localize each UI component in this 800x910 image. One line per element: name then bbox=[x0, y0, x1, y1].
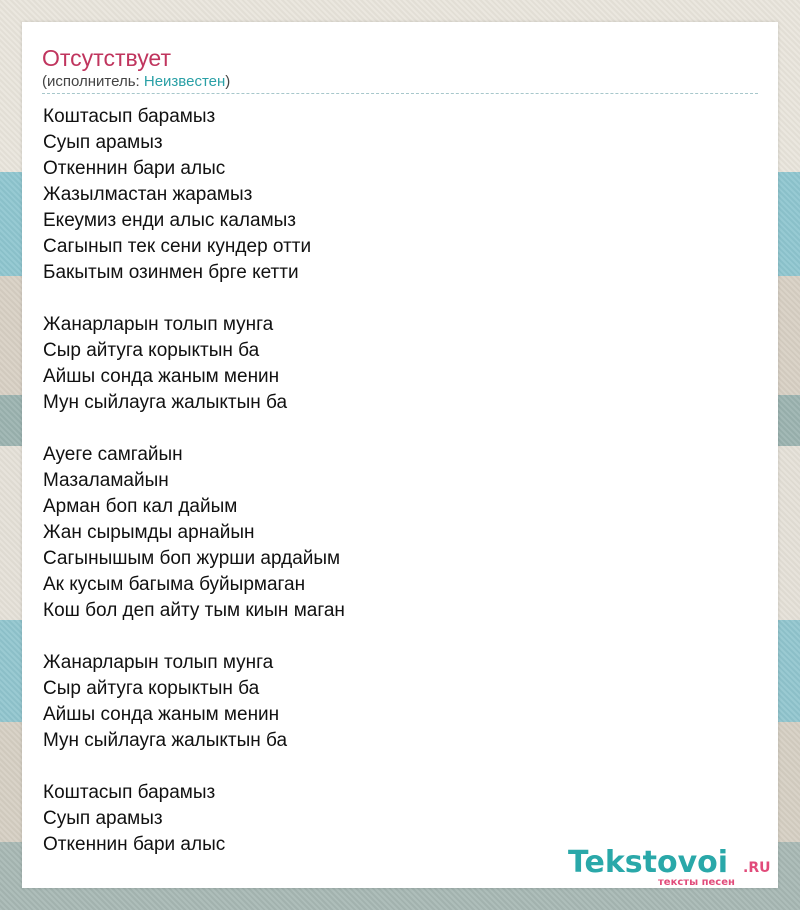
stanza-gap bbox=[43, 286, 345, 312]
logo-name: Tekstovoi bbox=[568, 845, 729, 880]
lyric-line: Коштасып барамыз bbox=[43, 106, 216, 127]
lyric-line: Сагынып тек сени кундер отти bbox=[43, 236, 312, 257]
lyric-line: Откеннин бари алыс bbox=[43, 834, 226, 855]
lyric-line: Мун сыйлауга жалыктын ба bbox=[43, 730, 288, 751]
artist-link[interactable]: Неизвестен bbox=[143, 73, 226, 90]
lyric-line: Жазылмастан жарамыз bbox=[43, 184, 253, 205]
lyric-line: Жанарларын толып мунга bbox=[43, 314, 274, 335]
stanza-gap bbox=[43, 624, 345, 650]
lyric-line: Екеумиз енди алыс каламыз bbox=[43, 210, 297, 231]
meta-prefix: (исполнитель: bbox=[42, 73, 144, 90]
lyric-line: Ауеге самгайын bbox=[43, 444, 183, 465]
meta-suffix: ) bbox=[225, 73, 231, 90]
lyric-line: Мазаламайын bbox=[43, 470, 169, 491]
lyric-line: Сыр айтуга корыктын ба bbox=[43, 678, 260, 699]
lyric-line: Ак кусым багыма буйырмаган bbox=[43, 574, 306, 595]
lyric-line: Кош бол деп айту тым киын маган bbox=[43, 600, 345, 621]
lyric-line: Жан сырымды арнайын bbox=[43, 522, 255, 543]
lyric-line: Откеннин бари алыс bbox=[43, 158, 226, 179]
lyric-line: Мун сыйлауга жалыктын ба bbox=[43, 392, 288, 413]
song-meta bbox=[42, 72, 230, 92]
lyric-line: Сыр айтуга корыктын ба bbox=[43, 340, 260, 361]
lyric-line: Суып арамыз bbox=[43, 132, 163, 153]
lyric-line: Бакытым озинмен брге кетти bbox=[43, 262, 299, 283]
lyric-line: Жанарларын толып мунга bbox=[43, 652, 274, 673]
lyric-line: Суып арамыз bbox=[43, 808, 163, 829]
lyric-line: Айшы сонда жаным менин bbox=[43, 366, 280, 387]
divider bbox=[42, 93, 758, 94]
lyrics-text bbox=[43, 104, 345, 858]
lyrics-card bbox=[22, 22, 778, 888]
lyric-line: Айшы сонда жаным менин bbox=[43, 704, 280, 725]
lyric-line: Сагынышым боп журши ардайым bbox=[43, 548, 341, 569]
lyric-line: Арман боп кал дайым bbox=[43, 496, 238, 517]
stanza-gap bbox=[43, 416, 345, 442]
lyric-line: Коштасып барамыз bbox=[43, 782, 216, 803]
site-logo[interactable] bbox=[568, 846, 772, 890]
logo-tld: .RU bbox=[743, 860, 771, 876]
stanza-gap bbox=[43, 754, 345, 780]
song-title: Отсутствует bbox=[42, 45, 171, 71]
logo-tagline: тексты песен bbox=[658, 877, 735, 888]
